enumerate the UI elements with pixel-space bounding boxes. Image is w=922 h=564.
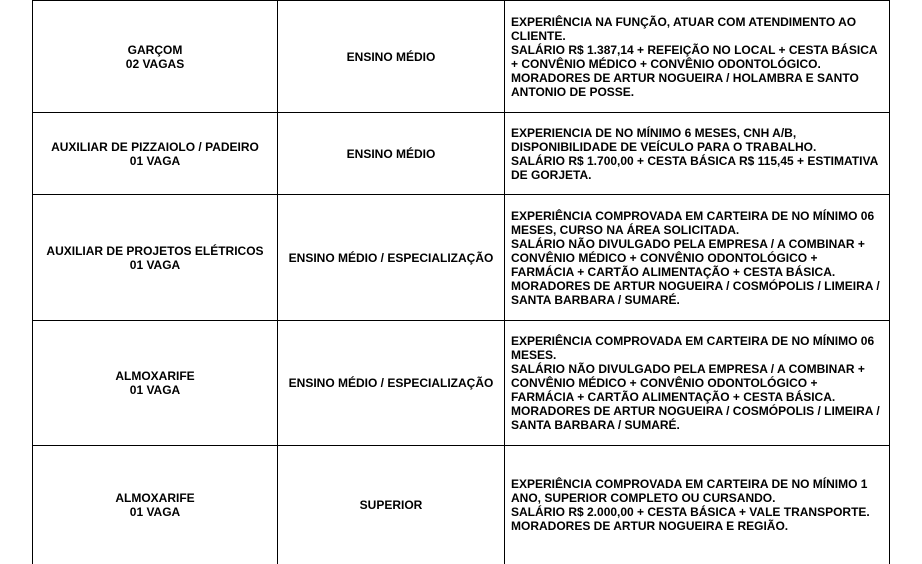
job-title: ALMOXARIFE bbox=[115, 369, 195, 383]
requirement-line: DISPONIBILIDADE DE VEÍCULO PARA O TRABALHO. bbox=[511, 139, 817, 154]
requirement-line: MESES. bbox=[511, 348, 557, 362]
job-title: GARÇOM bbox=[127, 42, 183, 57]
requirement-line: MESES, CURSO NA ÁREA SOLICITADA. bbox=[511, 222, 740, 237]
requirements-cell bbox=[505, 1, 890, 113]
requirement-line: EXPERIÊNCIA COMPROVADA EM CARTEIRA DE NO MÍNIMO 06 bbox=[511, 208, 875, 223]
table-row bbox=[33, 195, 890, 321]
requirement-line: + CONVÊNIO MÉDICO + CONVÊNIO ODONTOLÓGICO. bbox=[511, 56, 821, 71]
education-cell: ENSINO MÉDIO / ESPECIALIZAÇÃO bbox=[278, 195, 505, 321]
requirement-line: ANTONIO DE POSSE. bbox=[511, 84, 635, 99]
education-cell: ENSINO MÉDIO bbox=[278, 113, 505, 195]
job-listings-table bbox=[32, 0, 890, 564]
job-title: AUXILIAR DE PROJETOS ELÉTRICOS bbox=[46, 243, 264, 258]
job-title-cell bbox=[33, 113, 278, 195]
requirement-line: EXPERIÊNCIA COMPROVADA EM CARTEIRA DE NO MÍNIMO 1 bbox=[511, 476, 868, 491]
requirements-cell bbox=[505, 113, 890, 195]
education-cell: ENSINO MÉDIO bbox=[278, 1, 505, 113]
requirement-line: EXPERIÊNCIA COMPROVADA EM CARTEIRA DE NO MÍNIMO 06 bbox=[511, 334, 875, 348]
requirement-line: CONVÊNIO MÉDICO + CONVÊNIO ODONTOLÓGICO + bbox=[511, 376, 818, 390]
requirement-line: MORADORES DE ARTUR NOGUEIRA / COSMÓPOLIS / LIMEIRA / bbox=[511, 278, 880, 293]
job-title-cell bbox=[33, 195, 278, 321]
job-vacancies: 01 VAGA bbox=[129, 257, 181, 272]
requirement-line: SALÁRIO R$ 1.387,14 + REFEIÇÃO NO LOCAL + CESTA BÁSICA bbox=[511, 42, 878, 57]
table-row bbox=[33, 1, 890, 113]
requirement-line: MORADORES DE ARTUR NOGUEIRA / COSMÓPOLIS / LIMEIRA / bbox=[511, 404, 880, 418]
requirement-line: CLIENTE. bbox=[511, 28, 566, 43]
requirement-line: SALÁRIO R$ 1.700,00 + CESTA BÁSICA R$ 115,45 + ESTIMATIVA bbox=[511, 153, 879, 168]
requirement-line: SALÁRIO R$ 2.000,00 + CESTA BÁSICA + VALE TRANSPORTE. bbox=[511, 504, 870, 519]
requirement-line: FARMÁCIA + CARTÃO ALIMENTAÇÃO + CESTA BÁSICA. bbox=[511, 390, 836, 404]
requirements-cell bbox=[505, 195, 890, 321]
requirement-line: ANO, SUPERIOR COMPLETO OU CURSANDO. bbox=[511, 490, 776, 505]
job-title-cell bbox=[33, 321, 278, 446]
requirement-line: MORADORES DE ARTUR NOGUEIRA E REGIÃO. bbox=[511, 518, 789, 533]
table-row bbox=[33, 113, 890, 195]
job-title: AUXILIAR DE PIZZAIOLO / PADEIRO bbox=[51, 139, 259, 154]
requirement-line: SALÁRIO NÃO DIVULGADO PELA EMPRESA / A COMBINAR + bbox=[511, 362, 865, 376]
job-title: ALMOXARIFE bbox=[115, 490, 195, 505]
job-vacancies: 01 VAGA bbox=[129, 504, 181, 519]
job-vacancies: 02 VAGAS bbox=[125, 56, 185, 71]
job-vacancies: 01 VAGA bbox=[129, 383, 181, 397]
job-title-cell bbox=[33, 1, 278, 113]
requirement-line: EXPERIÊNCIA NA FUNÇÃO, ATUAR COM ATENDIMENTO AO bbox=[511, 14, 857, 29]
requirement-line: SANTA BARBARA / SUMARÉ. bbox=[511, 292, 680, 307]
education-cell: ENSINO MÉDIO / ESPECIALIZAÇÃO bbox=[278, 321, 505, 446]
education-cell: SUPERIOR bbox=[278, 446, 505, 564]
table-row bbox=[33, 321, 890, 446]
requirement-line: CONVÊNIO MÉDICO + CONVÊNIO ODONTOLÓGICO + bbox=[511, 250, 818, 265]
requirement-line: SALÁRIO NÃO DIVULGADO PELA EMPRESA / A COMBINAR + bbox=[511, 236, 865, 251]
requirement-line: MORADORES DE ARTUR NOGUEIRA / HOLAMBRA E SANTO bbox=[511, 70, 859, 85]
requirement-line: DE GORJETA. bbox=[511, 167, 592, 182]
requirements-cell bbox=[505, 321, 890, 446]
job-vacancies: 01 VAGA bbox=[129, 153, 181, 168]
requirement-line: SANTA BARBARA / SUMARÉ. bbox=[511, 418, 680, 432]
requirement-line: EXPERIENCIA DE NO MÍNIMO 6 MESES, CNH A/B, bbox=[511, 125, 797, 140]
job-title-cell bbox=[33, 446, 278, 564]
requirements-cell bbox=[505, 446, 890, 564]
table-row bbox=[33, 446, 890, 564]
requirement-line: FARMÁCIA + CARTÃO ALIMENTAÇÃO + CESTA BÁSICA. bbox=[511, 264, 836, 279]
